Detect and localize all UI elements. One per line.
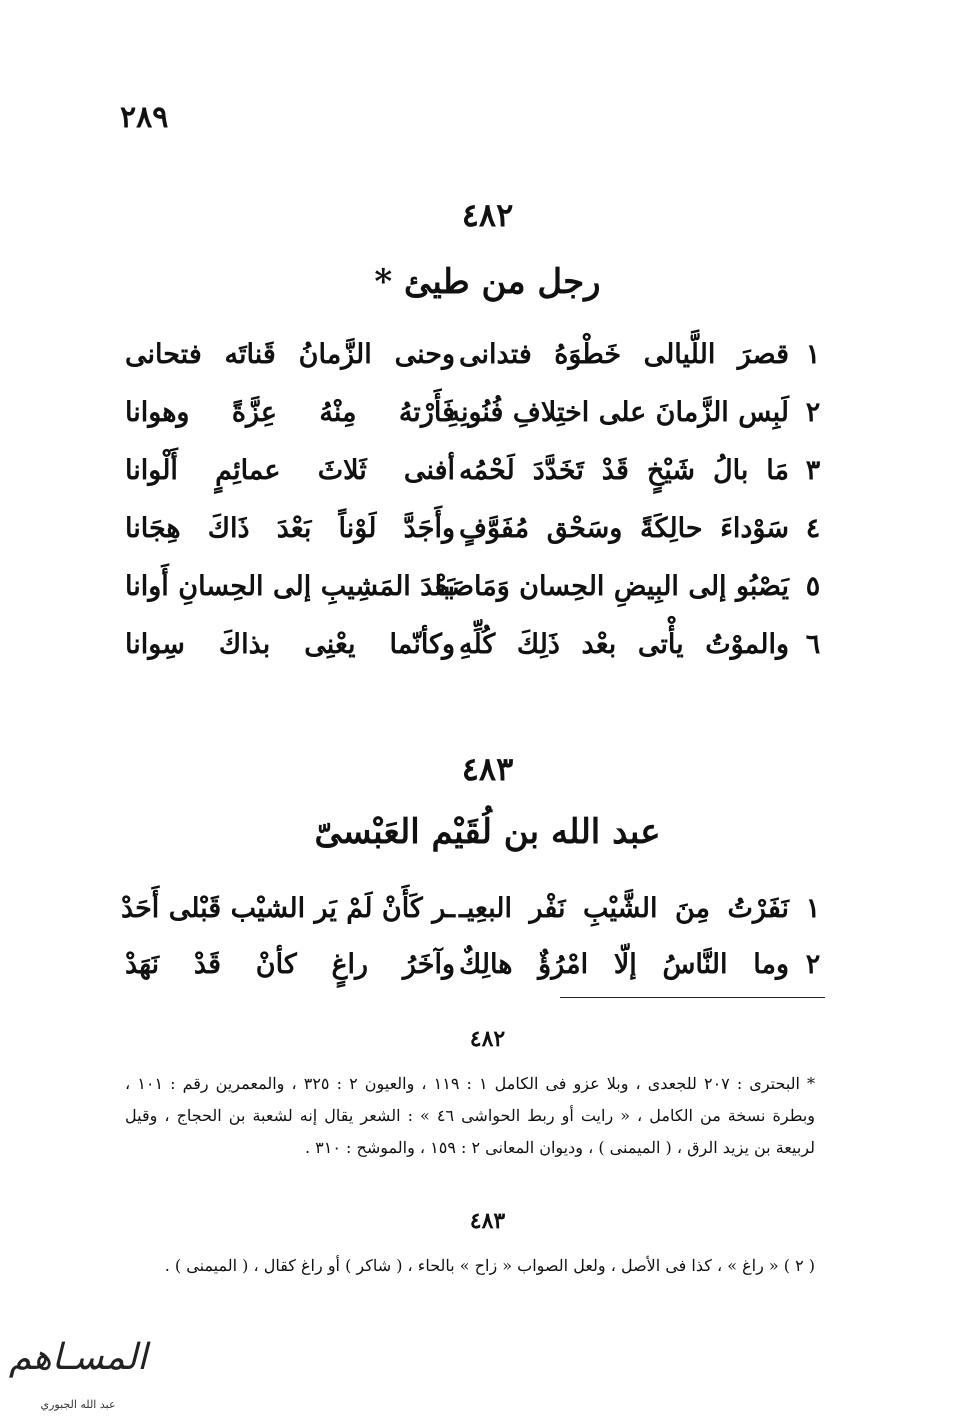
verse-first-hemistich: يَصْبُو إلى البِيضِ الحِسان وَمَاصَبا xyxy=(434,571,789,602)
footnote-section-number: ٤٨٣ xyxy=(469,1208,506,1234)
verse-first-hemistich: والموْتُ يأْتى بعْد ذَلِكَ كُلِّهِ xyxy=(459,629,789,660)
verse-number: ٥ xyxy=(805,571,821,602)
verse-number: ٢ xyxy=(805,397,821,428)
poet-title: عبد الله بن لُقَيْم العَبْسىّ xyxy=(314,812,661,852)
verse-number: ١ xyxy=(805,339,821,370)
stamp-calligraphy: المسـاهم xyxy=(8,1337,148,1378)
verse-first-hemistich: وما النَّاسُ إلّا امْرُؤٌ هالِكٌ xyxy=(459,949,789,980)
verse-second-hemistich: وأَجَدَّ لَوْناً بَعْدَ ذَاكَ هِجَانا xyxy=(125,513,455,544)
verse-first-hemistich: لَبِس الزَّمانَ على اختِلافِ فُنُونِهِ xyxy=(446,397,789,428)
verse-line xyxy=(125,562,825,612)
footnote-divider xyxy=(560,997,825,998)
library-stamp xyxy=(8,1329,148,1419)
verse-first-hemistich: نَفَرْتُ مِنَ الشَّيْبِ نَفْر البعِيـ xyxy=(459,893,789,924)
verse-first-hemistich: سَوْداءَ حالِكَةً وسَحْق مُفَوَّفٍ xyxy=(459,513,789,544)
verse-line xyxy=(125,504,825,554)
verse-number: ٣ xyxy=(805,455,821,486)
verse-number: ١ xyxy=(805,893,821,924)
verse-line xyxy=(125,620,825,670)
footnote-text: ( ٢ ) « راغ » ، كذا فى الأصل ، ولعل الصواب « زاح » بالحاء ، ( شاكر ) أو راغ كقال ، ( الميمنى ) . xyxy=(164,1256,815,1275)
poem-number: ٤٨٣ xyxy=(461,750,514,788)
poet-title: رجل من طيئ * xyxy=(374,262,601,302)
verse-number: ٤ xyxy=(805,513,821,544)
verse-line xyxy=(125,330,825,380)
verse-number: ٦ xyxy=(805,629,821,660)
verse-second-hemistich: ـر كَأَنْ لَمْ يَر الشيْب قَبْلى أَحَدْ xyxy=(120,893,455,924)
stamp-caption: عبد الله الجبوري xyxy=(40,1398,116,1411)
verse-second-hemistich: وآخَرُ راغٍ كأنْ قَدْ نَهَدْ xyxy=(125,949,455,980)
verse-first-hemistich: قصرَ اللَّيالى خَطْوَهُ فتدانى xyxy=(459,339,789,370)
verse-line xyxy=(120,884,825,934)
verse-second-hemistich: وحنى الزَّمانُ قَناتَه فتحانى xyxy=(125,339,455,370)
footnote-section-number: ٤٨٢ xyxy=(469,1026,506,1052)
poem-number: ٤٨٢ xyxy=(461,196,514,234)
verse-line xyxy=(125,446,825,496)
page-number: ٢٨٩ xyxy=(120,100,169,135)
verse-second-hemistich: بَعْدَ المَشِيبِ إلى الحِسانِ أَوانا xyxy=(125,571,455,602)
footnote-text: * البحترى : ٢٠٧ للجعدى ، وبلا عزو فى الكامل ١ : ١١٩ ، والعيون ٢ : ٣٢٥ ، والمعمرين رقم : ١٠١ ، وبطرة نسخة من الكامل ، « رايت أو ربط الحواشى ٤٦ » : الشعر يقال إنه لشعبة بن الحجاج ، وقيل لربيعة بن يزيد الرق ، ( الميمنى ) ، وديوان المعانى ٢ : ١٥٩ ، والموشح : ٣١٠ . xyxy=(125,1074,816,1157)
verse-first-hemistich: مَا بالُ شَيْخٍ قَدْ تَخَدَّدَ لَحْمُه xyxy=(459,455,789,486)
verse-line xyxy=(125,940,825,990)
verse-second-hemistich: وكأنّما يعْنِى بذاكَ سِوانا xyxy=(125,629,455,660)
verse-line xyxy=(125,388,825,438)
verse-number: ٢ xyxy=(805,949,821,980)
verse-second-hemistich: أفنى ثَلاثَ عمائِمٍ أَلْوانا xyxy=(125,455,455,486)
verse-second-hemistich: فَأَرْتهُ مِنْهُ عِزَّةً وهوانا xyxy=(125,397,455,428)
